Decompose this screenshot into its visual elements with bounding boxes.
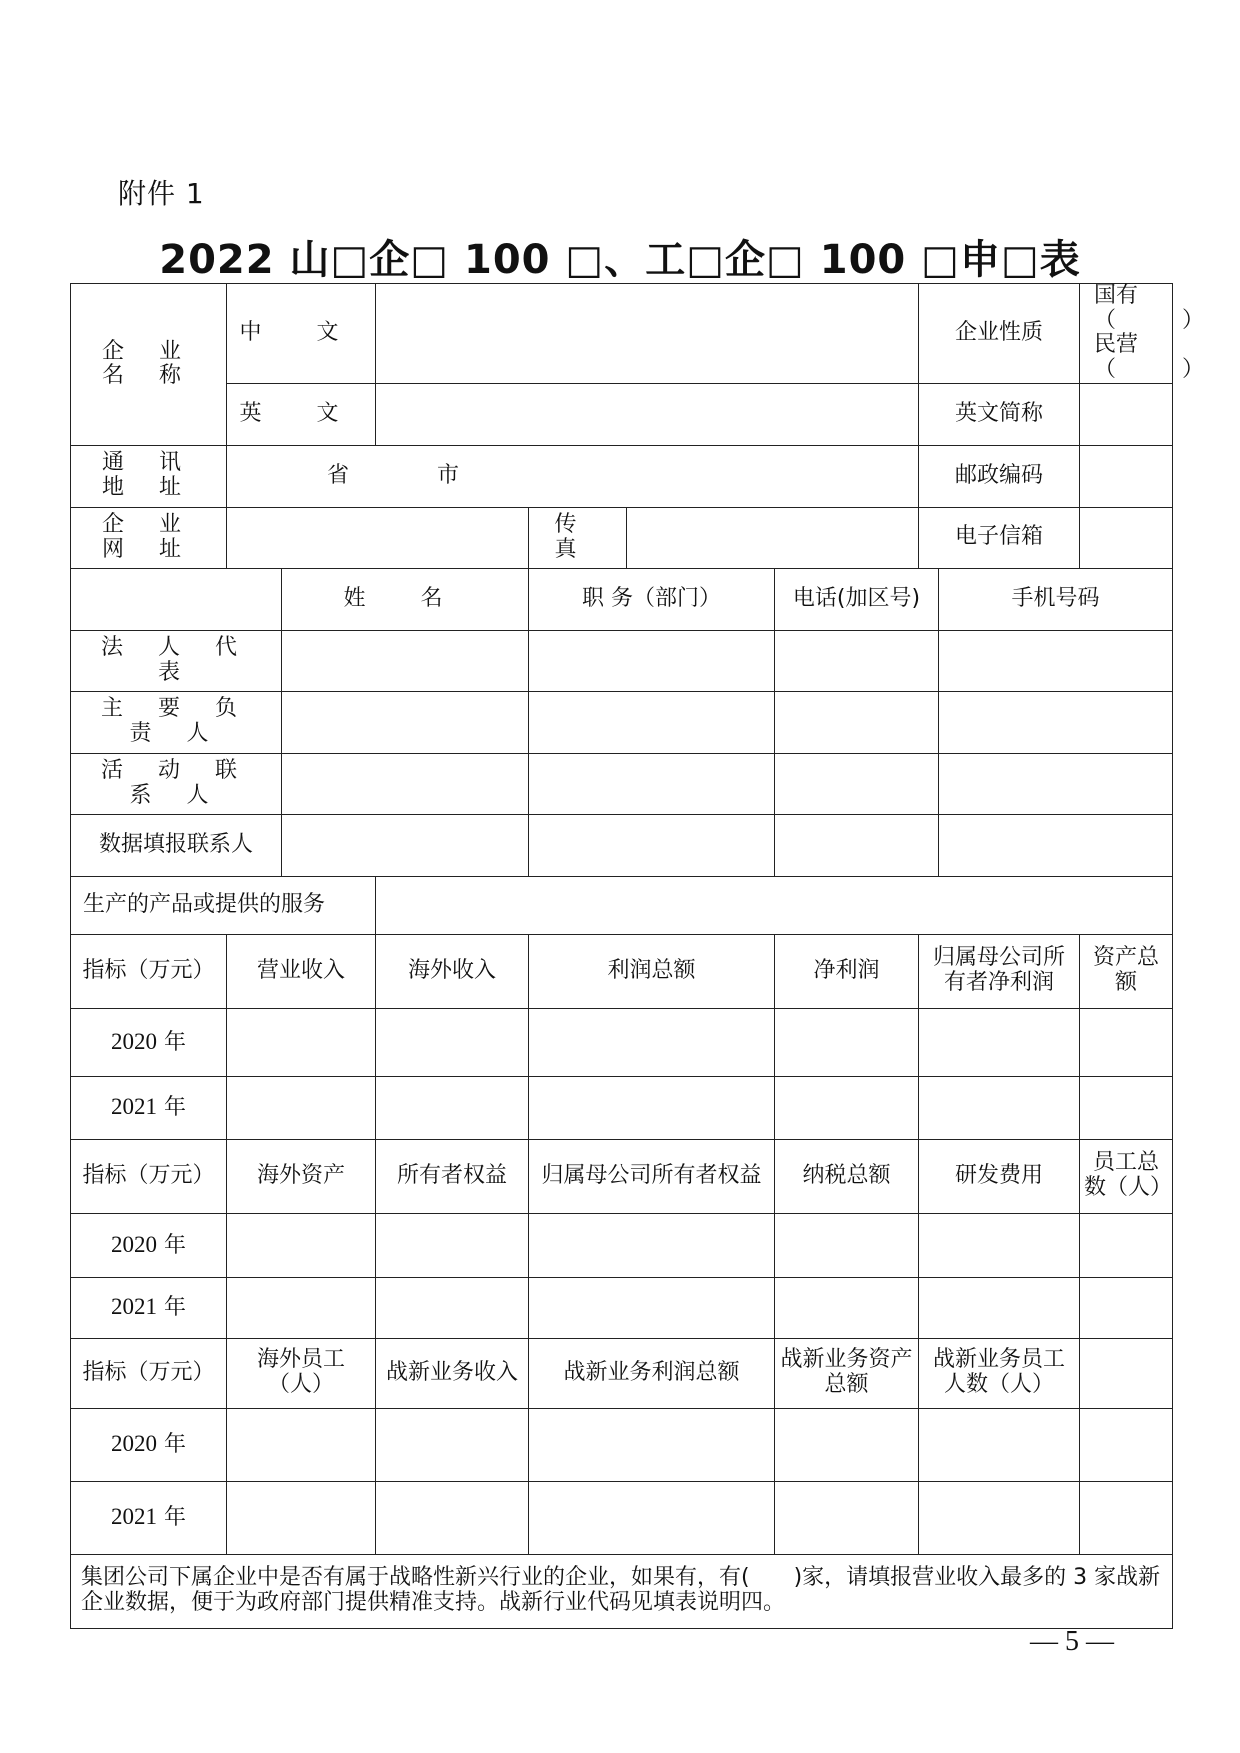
block3-header: 战新业务员工人数（人）	[919, 1338, 1080, 1408]
block1-header: 利润总额	[529, 934, 775, 1008]
block3-header	[1080, 1338, 1173, 1408]
application-form-table	[70, 283, 1205, 1629]
data-cell[interactable]	[529, 1076, 775, 1139]
contact-mobile-cell[interactable]	[939, 814, 1173, 876]
data-cell[interactable]	[227, 1481, 376, 1554]
legal-rep-label: 法 人 代 表	[71, 630, 282, 691]
contact-position-cell[interactable]	[529, 691, 775, 753]
private-option[interactable]: 民营（ ）	[1094, 332, 1205, 382]
postcode-label: 邮政编码	[919, 445, 1080, 507]
city-label: 市	[437, 462, 460, 488]
company-name-label: 企 业 名 称	[71, 284, 227, 446]
contact-phone-cell[interactable]	[775, 814, 939, 876]
data-cell[interactable]	[227, 1076, 376, 1139]
fax-label: 传 真	[529, 507, 627, 568]
data-cell[interactable]	[376, 1408, 529, 1481]
contact-name-cell[interactable]	[282, 753, 529, 814]
contacts-corner	[71, 568, 282, 630]
principal-label: 主 要 负 责 人	[71, 691, 282, 753]
block2-header: 所有者权益	[376, 1139, 529, 1213]
data-cell[interactable]	[529, 1008, 775, 1076]
english-abbr-label: 英文简称	[919, 383, 1080, 445]
block1-header: 营业收入	[227, 934, 376, 1008]
mobile-header: 手机号码	[939, 568, 1173, 630]
metric-label: 指标（万元）	[71, 1338, 227, 1408]
data-cell[interactable]	[775, 1213, 919, 1277]
website-field[interactable]	[227, 507, 529, 568]
data-cell[interactable]	[775, 1008, 919, 1076]
block1-header: 净利润	[775, 934, 919, 1008]
data-cell[interactable]	[227, 1408, 376, 1481]
year-label-2020: 2020 年	[71, 1008, 227, 1076]
chinese-name-field[interactable]	[376, 284, 919, 384]
block3-header: 战新业务收入	[376, 1338, 529, 1408]
data-cell[interactable]	[376, 1076, 529, 1139]
address-label: 通 讯 地 址	[71, 445, 227, 507]
block2-header: 归属母公司所有者权益	[529, 1139, 775, 1213]
year-label-2021: 2021 年	[71, 1277, 227, 1338]
company-nature-options[interactable]	[1080, 283, 1205, 384]
data-cell[interactable]	[1080, 1213, 1173, 1277]
data-cell[interactable]	[529, 1408, 775, 1481]
data-cell[interactable]	[376, 1213, 529, 1277]
block1-header: 资产总额	[1080, 934, 1173, 1008]
data-cell[interactable]	[919, 1481, 1080, 1554]
phone-header: 电话(加区号)	[775, 568, 939, 630]
contact-mobile-cell[interactable]	[939, 691, 1173, 753]
email-field[interactable]	[1080, 507, 1173, 568]
data-cell[interactable]	[529, 1277, 775, 1338]
data-cell[interactable]	[227, 1213, 376, 1277]
contact-phone-cell[interactable]	[775, 753, 939, 814]
products-label: 生产的产品或提供的服务	[71, 876, 376, 934]
province-label: 省	[327, 462, 350, 488]
block3-header: 海外员工（人）	[227, 1338, 376, 1408]
contact-phone-cell[interactable]	[775, 630, 939, 691]
contact-position-cell[interactable]	[529, 630, 775, 691]
contact-mobile-cell[interactable]	[939, 753, 1173, 814]
contact-name-cell[interactable]	[282, 630, 529, 691]
address-field[interactable]	[227, 445, 919, 507]
contact-name-cell[interactable]	[282, 814, 529, 876]
block2-header: 纳税总额	[775, 1139, 919, 1213]
block1-header: 归属母公司所有者净利润	[919, 934, 1080, 1008]
block2-header: 海外资产	[227, 1139, 376, 1213]
fax-field[interactable]	[627, 507, 919, 568]
data-cell[interactable]	[919, 1076, 1080, 1139]
data-cell[interactable]	[227, 1277, 376, 1338]
attachment-label: 附件 1	[118, 177, 205, 210]
english-name-label: 英 文	[227, 383, 376, 445]
data-cell[interactable]	[1080, 1481, 1173, 1554]
data-cell[interactable]	[775, 1408, 919, 1481]
data-cell[interactable]	[376, 1277, 529, 1338]
data-cell[interactable]	[919, 1277, 1080, 1338]
year-label-2021: 2021 年	[71, 1481, 227, 1554]
data-contact-label: 数据填报联系人	[71, 814, 282, 876]
company-nature-label: 企业性质	[919, 284, 1080, 384]
contact-position-cell[interactable]	[529, 814, 775, 876]
year-label-2020: 2020 年	[71, 1408, 227, 1481]
chinese-name-label: 中 文	[227, 284, 376, 384]
position-header: 职 务（部门）	[529, 568, 775, 630]
data-cell[interactable]	[775, 1076, 919, 1139]
data-cell[interactable]	[529, 1213, 775, 1277]
data-cell[interactable]	[227, 1008, 376, 1076]
strategic-industry-note: 集团公司下属企业中是否有属于战略性新兴行业的企业，如果有，有( )家，请填报营业收入最多的 3 家战新企业数据，便于为政府部门提供精准支持。战新行业代码见填表说明四。	[71, 1554, 1173, 1628]
email-label: 电子信箱	[919, 507, 1080, 568]
website-label: 企 业 网 址	[71, 507, 227, 568]
block3-header: 战新业务利润总额	[529, 1338, 775, 1408]
postcode-field[interactable]	[1080, 445, 1173, 507]
english-abbr-field[interactable]	[1080, 383, 1173, 445]
data-cell[interactable]	[1080, 1408, 1173, 1481]
data-cell[interactable]	[775, 1277, 919, 1338]
data-cell[interactable]	[919, 1008, 1080, 1076]
form-title: 2022 山□企□ 100 □、工□企□ 100 □申□表	[159, 237, 1081, 283]
year-label-2021: 2021 年	[71, 1076, 227, 1139]
products-field[interactable]	[376, 876, 1173, 934]
data-cell[interactable]	[1080, 1277, 1173, 1338]
state-owned-option[interactable]: 国有（ ）	[1094, 283, 1205, 333]
metric-label: 指标（万元）	[71, 934, 227, 1008]
block3-header: 战新业务资产总额	[775, 1338, 919, 1408]
data-cell[interactable]	[376, 1481, 529, 1554]
data-cell[interactable]	[1080, 1008, 1173, 1076]
contact-mobile-cell[interactable]	[939, 630, 1173, 691]
data-cell[interactable]	[1080, 1076, 1173, 1139]
activity-contact-label: 活 动 联 系 人	[71, 753, 282, 814]
contact-position-cell[interactable]	[529, 753, 775, 814]
metric-label: 指标（万元）	[71, 1139, 227, 1213]
data-cell[interactable]	[775, 1481, 919, 1554]
data-cell[interactable]	[376, 1008, 529, 1076]
block1-header: 海外收入	[376, 934, 529, 1008]
english-name-field[interactable]	[376, 383, 919, 445]
data-cell[interactable]	[919, 1213, 1080, 1277]
data-cell[interactable]	[529, 1481, 775, 1554]
name-header: 姓 名	[282, 568, 529, 630]
contact-name-cell[interactable]	[282, 691, 529, 753]
block2-header: 员工总数（人）	[1080, 1139, 1173, 1213]
contact-phone-cell[interactable]	[775, 691, 939, 753]
year-label-2020: 2020 年	[71, 1213, 227, 1277]
page-number: — 5 —	[1030, 1626, 1114, 1657]
block2-header: 研发费用	[919, 1139, 1080, 1213]
data-cell[interactable]	[919, 1408, 1080, 1481]
